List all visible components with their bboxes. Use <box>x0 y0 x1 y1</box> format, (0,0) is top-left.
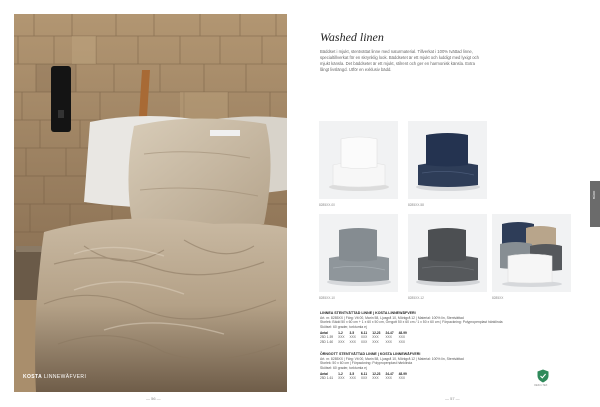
table-header-cell: 1-2 <box>338 371 343 376</box>
product-image-white <box>319 121 398 199</box>
table-cell: 25D 1-61 <box>320 376 334 380</box>
spec-heading: ÖRNGOTT STENTVÄTTAD LINNE | KOSTA LINNEWÄFVERI <box>320 352 421 356</box>
spec-line: Art. nr. 8285XX | Färg: Vit 00, Marin 58, Ljusgrå 10, Mörkgrå 12 | Material: 100% lin, Stentvättad <box>320 356 464 361</box>
table-cell: XXX <box>349 339 356 344</box>
table-header-cell: 3-5 <box>349 330 355 335</box>
table-cell: XXX <box>349 335 356 339</box>
table-cell: XXX <box>372 339 379 344</box>
table-header-cell: 12-23 <box>372 371 381 376</box>
spec-block-duvet-set <box>320 311 560 344</box>
table-header-cell: 6-11 <box>360 330 368 335</box>
price-table <box>320 331 412 345</box>
table-cell: 25D 1-60 <box>320 339 334 344</box>
table-cell: XXX <box>360 335 368 339</box>
table-header-cell: Antal <box>320 371 328 376</box>
price-table <box>320 372 412 381</box>
table-row <box>320 340 412 345</box>
spec-line: Art. nr. 8285XX | Färg: Vit 00, Marin 58, Ljusgrå 10, Mörkgrå 12 | Material: 100% lin, Stentvättad <box>320 315 464 320</box>
table-cell: XXX <box>338 339 345 344</box>
table-cell: XXX <box>372 376 379 380</box>
certification-logo <box>537 369 549 383</box>
photo-caption <box>23 374 86 380</box>
bedroom-photo <box>14 14 287 392</box>
spec-line: Skötsel: 60 grader, torktumla ej <box>320 324 367 329</box>
product-code: 8285XX-58 <box>408 203 424 207</box>
table-cell: XXX <box>385 339 392 344</box>
table-header-cell: 12-23 <box>372 330 381 335</box>
table-cell: XXX <box>398 335 405 339</box>
table-cell: XXX <box>372 335 379 339</box>
product-code: 8285XX <box>492 296 504 300</box>
section-tab-label: BÄDD <box>592 190 596 199</box>
product-code: 8285XX-00 <box>319 203 335 207</box>
table-header-cell: 48-99 <box>398 330 407 335</box>
table-row <box>320 376 412 381</box>
certification-badge-icon <box>537 369 549 383</box>
page-title: Washed linen <box>320 30 384 44</box>
wall-lamp <box>51 66 71 132</box>
spec-line: Skötsel: 60 grader, torktumla ej <box>320 365 367 370</box>
table-cell: XXX <box>398 339 405 344</box>
table-cell: XXX <box>338 376 345 380</box>
table-cell: XXX <box>338 335 345 339</box>
table-header-cell: 6-11 <box>360 371 368 376</box>
table-cell: 25D 1-59 <box>320 335 334 339</box>
intro-paragraph: Bäddset i mjukt, stentvättat linne med naturmaterial. Tillverkat i 100% tvättad linne, specialtillverkat för en skrynklig look. Bäddsetet är ett mjukt och luddigt med lyxigt och mjukt känsla. Det bäddsetet är ett mjukt, stilrent och ger en harmonisk känsla. Extra långt livslängd. Utför en exklusiv bädd. <box>320 49 479 72</box>
product-image-navy <box>408 121 487 199</box>
table-cell: XXX <box>349 376 356 380</box>
spec-block-pillowcase <box>320 352 560 381</box>
table-header-cell: 48-99 <box>398 371 407 376</box>
table-cell: XXX <box>398 376 405 380</box>
bedroom-illustration <box>14 14 287 392</box>
table-header-cell: Antal <box>320 330 328 335</box>
product-image-dark-grey <box>408 214 487 292</box>
spec-line: Storlek: Bädd 50 x 60 cm + 1 x 60 x 50 cm, Örngott 50 x 60 cm / 1 x 50 x 60 cm | Förpackning: Polypropenplast hänklinda <box>320 320 503 324</box>
spec-line: Storlek: 50 x 60 cm | Förpackning: Polypropenplast hänklinda <box>320 361 413 365</box>
table-header-cell: 3-5 <box>349 371 355 376</box>
table-header-cell: 24-47 <box>385 371 394 376</box>
product-code: 8285XX-10 <box>319 296 335 300</box>
table-header-cell: 1-2 <box>338 330 343 335</box>
product-code: 8285XX-12 <box>408 296 424 300</box>
table-cell: XXX <box>360 339 368 344</box>
caption-rest: LINNEWÄFVERI <box>42 374 87 380</box>
certification-label: OEKO-TEX <box>534 384 548 387</box>
table-cell: XXX <box>360 376 368 380</box>
product-image-mixed <box>492 214 571 292</box>
product-image-grey <box>319 214 398 292</box>
table-header-cell: 24-47 <box>385 330 394 335</box>
caption-brand: KOSTA <box>23 374 43 380</box>
table-cell: XXX <box>385 335 392 339</box>
table-cell: XXX <box>385 376 392 380</box>
spec-heading: LINNEA STENTVÄTTAD LINNE | KOSTA LINNEWÄFVERI <box>320 311 416 315</box>
section-tab[interactable] <box>590 181 600 227</box>
right-page-number: — 57 — <box>445 396 460 401</box>
left-page-number: — 56 — <box>146 396 161 401</box>
